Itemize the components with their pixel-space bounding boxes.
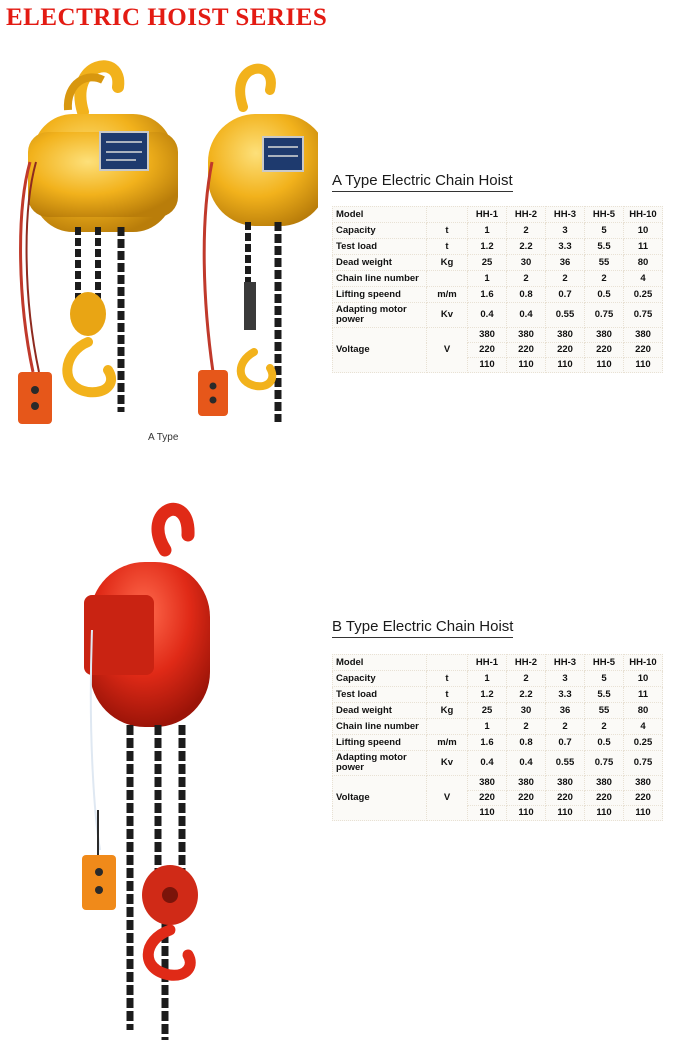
value-cell: 380 bbox=[546, 328, 585, 343]
model-cell: HH-1 bbox=[468, 207, 507, 223]
value-cell: 0.4 bbox=[468, 303, 507, 328]
row-unit: t bbox=[427, 671, 468, 687]
table-row bbox=[333, 271, 663, 287]
a-type-caption: A Type bbox=[148, 432, 179, 443]
row-unit: V bbox=[427, 776, 468, 821]
model-cell: HH-3 bbox=[546, 655, 585, 671]
row-label: Capacity bbox=[333, 223, 427, 239]
value-cell: 10 bbox=[624, 223, 663, 239]
value-cell: 0.4 bbox=[507, 303, 546, 328]
value-cell: 0.7 bbox=[546, 287, 585, 303]
value-cell: 0.75 bbox=[585, 303, 624, 328]
value-cell: 1.2 bbox=[468, 239, 507, 255]
value-cell: 0.4 bbox=[507, 751, 546, 776]
value-cell: 110 bbox=[585, 358, 624, 373]
value-cell: 2 bbox=[546, 271, 585, 287]
value-cell: 110 bbox=[546, 806, 585, 821]
a-type-spec-table bbox=[332, 206, 663, 373]
row-unit: t bbox=[427, 223, 468, 239]
table-header-unit bbox=[427, 655, 468, 671]
value-cell: 11 bbox=[624, 239, 663, 255]
value-cell: 1 bbox=[468, 271, 507, 287]
table-row bbox=[333, 751, 663, 776]
row-unit: V bbox=[427, 328, 468, 373]
row-label: Lifting speend bbox=[333, 735, 427, 751]
value-cell: 220 bbox=[546, 343, 585, 358]
value-cell: 220 bbox=[585, 343, 624, 358]
b-type-spec-table bbox=[332, 654, 663, 821]
model-cell: HH-1 bbox=[468, 655, 507, 671]
hoist-b-photo bbox=[70, 490, 230, 1050]
value-cell: 1 bbox=[468, 671, 507, 687]
value-cell: 220 bbox=[468, 343, 507, 358]
value-cell: 3 bbox=[546, 223, 585, 239]
value-cell: 380 bbox=[468, 328, 507, 343]
model-cell: HH-5 bbox=[585, 655, 624, 671]
value-cell: 36 bbox=[546, 703, 585, 719]
value-cell: 2 bbox=[546, 719, 585, 735]
value-cell: 0.5 bbox=[585, 287, 624, 303]
row-label: Chain line number bbox=[333, 719, 427, 735]
row-label: Capacity bbox=[333, 671, 427, 687]
value-cell: 0.75 bbox=[585, 751, 624, 776]
value-cell: 5 bbox=[585, 223, 624, 239]
value-cell: 220 bbox=[624, 343, 663, 358]
value-cell: 220 bbox=[468, 791, 507, 806]
value-cell: 25 bbox=[468, 255, 507, 271]
value-cell: 3.3 bbox=[546, 239, 585, 255]
model-cell: HH-10 bbox=[624, 655, 663, 671]
value-cell: 380 bbox=[546, 776, 585, 791]
value-cell: 10 bbox=[624, 671, 663, 687]
value-cell: 36 bbox=[546, 255, 585, 271]
value-cell: 0.55 bbox=[546, 751, 585, 776]
value-cell: 2 bbox=[507, 223, 546, 239]
table-row bbox=[333, 255, 663, 271]
value-cell: 2 bbox=[507, 271, 546, 287]
value-cell: 55 bbox=[585, 255, 624, 271]
value-cell: 380 bbox=[585, 328, 624, 343]
table-row bbox=[333, 287, 663, 303]
value-cell: 2.2 bbox=[507, 239, 546, 255]
value-cell: 3.3 bbox=[546, 687, 585, 703]
value-cell: 1.2 bbox=[468, 687, 507, 703]
value-cell: 220 bbox=[546, 791, 585, 806]
b-type-heading: B Type Electric Chain Hoist bbox=[332, 618, 513, 638]
table-row bbox=[333, 239, 663, 255]
row-label: Chain line number bbox=[333, 271, 427, 287]
value-cell: 380 bbox=[507, 328, 546, 343]
value-cell: 110 bbox=[624, 358, 663, 373]
value-cell: 220 bbox=[624, 791, 663, 806]
value-cell: 1 bbox=[468, 719, 507, 735]
value-cell: 1.6 bbox=[468, 287, 507, 303]
model-cell: HH-3 bbox=[546, 207, 585, 223]
row-label: Voltage bbox=[333, 328, 427, 373]
row-label: Adapting motor power bbox=[333, 751, 427, 776]
value-cell: 30 bbox=[507, 255, 546, 271]
page-title: ELECTRIC HOIST SERIES bbox=[6, 4, 328, 31]
value-cell: 1.6 bbox=[468, 735, 507, 751]
value-cell: 0.8 bbox=[507, 287, 546, 303]
value-cell: 110 bbox=[546, 358, 585, 373]
row-label: Adapting motor power bbox=[333, 303, 427, 328]
row-unit: Kv bbox=[427, 751, 468, 776]
model-cell: HH-2 bbox=[507, 655, 546, 671]
value-cell: 3 bbox=[546, 671, 585, 687]
hoist-a-photo bbox=[8, 52, 318, 427]
table-row bbox=[333, 719, 663, 735]
value-cell: 80 bbox=[624, 703, 663, 719]
table-header-label: Model bbox=[333, 655, 427, 671]
table-header-row bbox=[333, 655, 663, 671]
value-cell: 30 bbox=[507, 703, 546, 719]
value-cell: 220 bbox=[507, 791, 546, 806]
value-cell: 0.25 bbox=[624, 287, 663, 303]
value-cell: 2 bbox=[507, 671, 546, 687]
value-cell: 380 bbox=[585, 776, 624, 791]
value-cell: 110 bbox=[585, 806, 624, 821]
table-header-label: Model bbox=[333, 207, 427, 223]
row-label: Lifting speend bbox=[333, 287, 427, 303]
value-cell: 0.8 bbox=[507, 735, 546, 751]
table-row bbox=[333, 703, 663, 719]
table-row bbox=[333, 671, 663, 687]
row-unit bbox=[427, 271, 468, 287]
row-unit: t bbox=[427, 239, 468, 255]
value-cell: 0.5 bbox=[585, 735, 624, 751]
row-label: Test load bbox=[333, 239, 427, 255]
row-label: Test load bbox=[333, 687, 427, 703]
value-cell: 5 bbox=[585, 671, 624, 687]
value-cell: 110 bbox=[624, 806, 663, 821]
value-cell: 0.4 bbox=[468, 751, 507, 776]
value-cell: 380 bbox=[507, 776, 546, 791]
table-row bbox=[333, 328, 663, 343]
value-cell: 5.5 bbox=[585, 687, 624, 703]
value-cell: 380 bbox=[624, 328, 663, 343]
value-cell: 0.75 bbox=[624, 751, 663, 776]
table-header-unit bbox=[427, 207, 468, 223]
value-cell: 0.25 bbox=[624, 735, 663, 751]
value-cell: 2 bbox=[585, 719, 624, 735]
value-cell: 0.7 bbox=[546, 735, 585, 751]
value-cell: 4 bbox=[624, 271, 663, 287]
table-row bbox=[333, 776, 663, 791]
value-cell: 0.75 bbox=[624, 303, 663, 328]
row-unit: Kg bbox=[427, 255, 468, 271]
table-row bbox=[333, 223, 663, 239]
value-cell: 11 bbox=[624, 687, 663, 703]
value-cell: 110 bbox=[507, 806, 546, 821]
value-cell: 220 bbox=[585, 791, 624, 806]
row-label: Dead weight bbox=[333, 255, 427, 271]
value-cell: 80 bbox=[624, 255, 663, 271]
value-cell: 380 bbox=[468, 776, 507, 791]
value-cell: 1 bbox=[468, 223, 507, 239]
row-label: Dead weight bbox=[333, 703, 427, 719]
value-cell: 110 bbox=[468, 806, 507, 821]
row-unit: Kv bbox=[427, 303, 468, 328]
value-cell: 380 bbox=[624, 776, 663, 791]
row-unit: m/m bbox=[427, 735, 468, 751]
row-unit: t bbox=[427, 687, 468, 703]
value-cell: 2 bbox=[585, 271, 624, 287]
model-cell: HH-5 bbox=[585, 207, 624, 223]
table-row bbox=[333, 735, 663, 751]
value-cell: 0.55 bbox=[546, 303, 585, 328]
value-cell: 5.5 bbox=[585, 239, 624, 255]
value-cell: 110 bbox=[507, 358, 546, 373]
value-cell: 2.2 bbox=[507, 687, 546, 703]
model-cell: HH-2 bbox=[507, 207, 546, 223]
a-type-heading: A Type Electric Chain Hoist bbox=[332, 172, 513, 192]
table-header-row bbox=[333, 207, 663, 223]
row-unit: m/m bbox=[427, 287, 468, 303]
table-row bbox=[333, 687, 663, 703]
row-label: Voltage bbox=[333, 776, 427, 821]
row-unit bbox=[427, 719, 468, 735]
value-cell: 25 bbox=[468, 703, 507, 719]
value-cell: 2 bbox=[507, 719, 546, 735]
value-cell: 220 bbox=[507, 343, 546, 358]
value-cell: 55 bbox=[585, 703, 624, 719]
table-row bbox=[333, 303, 663, 328]
row-unit: Kg bbox=[427, 703, 468, 719]
value-cell: 110 bbox=[468, 358, 507, 373]
value-cell: 4 bbox=[624, 719, 663, 735]
model-cell: HH-10 bbox=[624, 207, 663, 223]
